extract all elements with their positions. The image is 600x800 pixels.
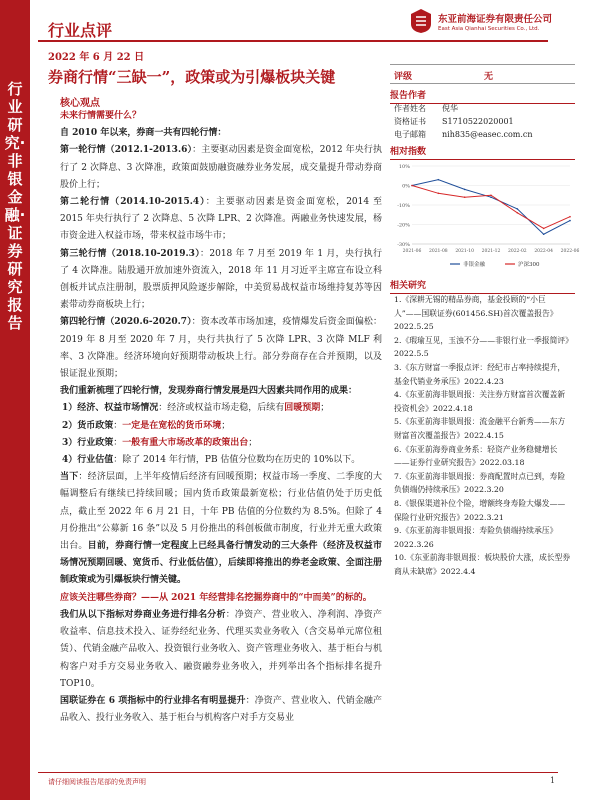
question-2: 应该关注哪些券商？——从 2021 年经营排名挖掘券商中的“中而美”的标的。 <box>60 592 372 603</box>
related-report-item[interactable]: 9.《东亚前海非银周报：寿险负债端持续承压》2022.3.26 <box>394 526 558 549</box>
x-tick-label: 2022-04 <box>534 249 554 254</box>
data-point <box>569 216 571 218</box>
paragraph-current: 当下：经济层面，上半年疫情后经济有回暖预期；权益市场一季度、二季度的大幅调整后有继续已持续回暖；国内货币政策最新宽松；行业估值仍处于历史低点，截止至 2022 年 6 月 21 日，十年 PB 估值的分位数约为 8.5%。但除了 4 月份推出“公募新 16 条”以及 5 月份推出的科创板做市制度，行业并无重大政策出台。目前，券商行情一定程度上已经具备行情发动的三大条件（经济及权益市场情况预期回暖、宽货币、行业低估值），后续即将推出的券老金政策、全面注册制政策或为引爆板块行情关键。 <box>60 472 382 586</box>
data-point <box>464 189 466 191</box>
data-point <box>438 193 440 195</box>
x-tick-label: 2022-02 <box>507 249 527 254</box>
y-tick-label: -10% <box>397 203 410 209</box>
question-1: 未来行情需要什么？ <box>60 111 142 121</box>
footer-divider <box>38 772 558 773</box>
related-report-item[interactable]: 3.《东方财富一季报点评：经纪市占率持续提升，基金代销业务承压》2022.4.23 <box>394 362 566 386</box>
author-row: 资格证书 S1710522020001 <box>394 117 514 126</box>
paragraph-intro: 自 2010 年以来，券商一共有四轮行情： <box>60 128 227 139</box>
x-tick-label: 2021-08 <box>428 249 448 254</box>
x-tick-label: 2022-06 <box>560 249 580 254</box>
author-heading: 报告作者 <box>390 88 575 104</box>
disclaimer-note: 请仔细阅读报告尾部的免责声明 <box>48 778 146 786</box>
round-1: 第一轮行情（2012.1-2013.6）：主要驱动因素是资金面宽松，2012 年央行执行了 2 次降息、3 次降准，政策面鼓励融资融券业务发展，成交量提升带动券商股价上行； <box>60 145 382 190</box>
y-tick-label: -30% <box>397 242 410 248</box>
page-title: 券商行情“三缺一”，政策或为引爆板块关键 <box>48 68 336 86</box>
report-type: 行业点评 <box>48 21 113 40</box>
factor-2: 2）货币政策：一定是在宽松的货币环境； <box>62 420 231 431</box>
main-content <box>60 108 382 727</box>
series-line-2 <box>412 186 570 229</box>
data-point <box>517 208 519 210</box>
related-research-heading: 相关研究 <box>390 278 575 294</box>
core-view-heading: 核心观点 <box>60 98 100 109</box>
data-point <box>490 194 492 196</box>
author-row: 作者姓名 倪华 <box>394 104 458 113</box>
author-row: 电子邮箱 nih835@easec.com.cn <box>394 130 533 139</box>
y-tick-label: 10% <box>398 164 410 170</box>
company-name-en: East Asia Qianhai Securities Co., Ltd. <box>438 26 540 32</box>
header-divider <box>38 40 548 42</box>
company-name-cn: 东亚前海证券有限责任公司 <box>438 14 553 25</box>
legend-label: 沪深300 <box>518 262 540 268</box>
relative-index-chart <box>390 160 580 270</box>
data-point <box>464 196 466 198</box>
legend-label: 非银金融 <box>463 262 486 268</box>
series-line-1 <box>412 180 570 235</box>
y-tick-label: -20% <box>397 222 410 229</box>
x-tick-label: 2021-10 <box>455 249 475 254</box>
paragraph-guolian: 国联证券在 6 项指标中的行业排名有明显提升：净资产、营业收入、代销金融产品收入、投行业务收入、基于柜台与机构客户对手方交易业 <box>60 695 382 724</box>
related-report-item[interactable]: 10.《东亚前海非银周报：板块股价大涨，成长型券商从未缺席》2022.4.4 <box>394 553 571 576</box>
factor-3: 3）行业政策：一般有重大市场改革的政策出台； <box>62 437 258 448</box>
data-point <box>543 233 545 235</box>
related-report-item[interactable]: 7.《东亚前海非银周报：券商配置时点已到，寿险负债端仍持续承压》2022.3.20 <box>394 471 566 495</box>
data-point <box>569 220 571 222</box>
relative-index-heading: 相对指数 <box>390 144 575 160</box>
round-3: 第三轮行情（2018.10-2019.3）：2018 年 7 月至 2019 年 1 月，央行执行了 4 次降准。陆股通开放加速外资流入，2018 年 11 月习近平主席宣布设立科创板并试点注册制，股票质押风险逐步解除，中美贸易战权益市场维持复苏等因素带动券商板块上行； <box>60 248 382 311</box>
data-point <box>490 196 492 198</box>
paragraph-ranking: 我们从以下指标对券商业务进行排名分析：净资产、营业收入、净利润、净资产收益率、信息技术投入、证券经纪业务、代理买卖业务收入（含交易单元席位租赁）、代销金融产品收入、投资银行业务收入、资产管理业务收入、基于柜台与机构客户对手方交易业务收入、融资融券业务收入，并列举出各个指标排名提升 TOP10。 <box>60 609 382 689</box>
data-point <box>411 185 413 187</box>
y-tick-label: 0% <box>402 183 410 190</box>
round-4: 第四轮行情（2020.6-2020.7）：资本改革市场加速，疫情爆发后资金面偏松：2019 年 8 月至 2020 年 7 月，央行共执行了 5 次降 LPR、3 次降 MLF 利率、3 次降准。经济环境向好预期带动板块上行。部分券商存在合并预期，以及银证混业预期； <box>60 317 382 380</box>
related-report-item[interactable]: 4.《东亚前海非银周报：关注券方财富首次覆盖新投资机会》2022.4.18 <box>394 390 566 413</box>
data-point <box>438 179 440 181</box>
round-2: 第二轮行情（2014.10-2015.4）：主要驱动因素是资金面宽松，2014 至 2015 年央行执行了 2 次降息、5 次降 LPR、2 次降准。两融业务快速发展，杨市资金进入权益市场，带来权益市场牛市； <box>60 197 382 242</box>
data-point <box>543 228 545 230</box>
related-report-item[interactable]: 6.《东亚前海券商业务系：轻资产业务稳健增长——证券行业研究报告》2022.03.18 <box>394 444 558 468</box>
related-report-item[interactable]: 1.《深耕无锡的精品券商，基金投顾的“小巨人”——国联证券(601456.SH)首次覆盖报告》2022.5.25 <box>394 295 558 332</box>
sidebar-text: 行业研究·非银金融·证券研究报告 <box>4 80 26 332</box>
sidebar <box>0 0 30 800</box>
related-research-list <box>394 293 572 578</box>
paragraph-factors: 我们重新梳理了四轮行情，发现券商行情发展是四大因素共同作用的成果： <box>60 386 358 397</box>
data-point <box>517 212 519 214</box>
rating-value: 无 <box>484 72 494 82</box>
factor-1: 1）经济、权益市场情况：经济或权益市场走稳，后续有回暖预期； <box>62 403 330 414</box>
rating-label: 评级 <box>394 72 413 82</box>
x-tick-label: 2021-06 <box>402 249 422 254</box>
company-logo-icon <box>410 8 432 34</box>
x-tick-label: 2021-12 <box>481 249 501 254</box>
related-report-item[interactable]: 8.《银保渠道补位个险，增额终身寿险大爆发——保险行业研究报告》2022.3.21 <box>394 498 566 522</box>
factor-4: 4）行业估值：除了 2014 年行情，PB 估值分位数均在历史的 10%以下。 <box>62 455 361 466</box>
report-date: 2022 年 6 月 22 日 <box>48 52 145 63</box>
rating-box <box>390 64 575 84</box>
related-report-item[interactable]: 2.《瑕瑜互见，玉浊不分——非银行业一季报简评》2022.5.5 <box>394 335 570 359</box>
author-info <box>394 102 533 141</box>
related-report-item[interactable]: 5.《东亚前海非银周报：流金融平台新秀——东方财富首次覆盖报告》2022.4.15 <box>394 417 566 440</box>
page-number: 1 <box>550 776 556 785</box>
